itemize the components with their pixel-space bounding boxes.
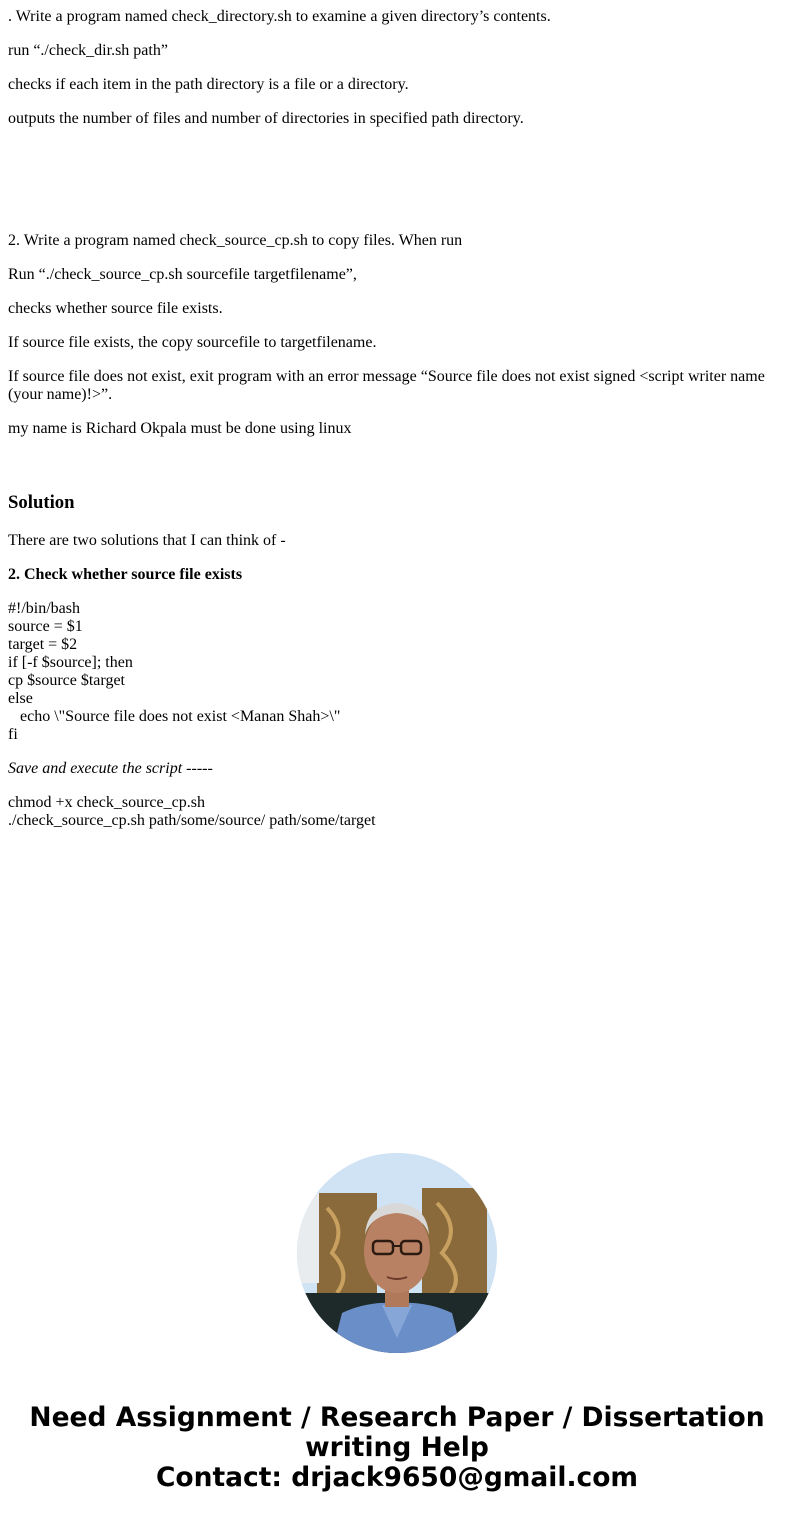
solution-heading: Solution [8, 492, 75, 513]
solution-intro: There are two solutions that I can think of - [8, 532, 286, 549]
spacer [8, 454, 786, 492]
person-photo-icon [297, 1153, 497, 1353]
code-line: source = $1 [8, 618, 83, 635]
question-2-run: Run “./check_source_cp.sh sourcefile targetfilename”, [8, 266, 357, 283]
question-1-check: checks if each item in the path directory is a file or a directory. [8, 76, 409, 93]
code-line: else [8, 690, 33, 707]
script-code [8, 600, 786, 744]
question-1-output: outputs the number of files and number of directories in specified path directory. [8, 110, 524, 127]
question-2-name: my name is Richard Okpala must be done using linux [8, 420, 352, 437]
document-body [8, 0, 786, 846]
save-label: Save and execute the script [8, 760, 183, 777]
code-line: target = $2 [8, 636, 78, 653]
code-line: cp $source $target [8, 672, 125, 689]
question-2-copy: If source file exists, the copy sourcefile to targetfilename. [8, 334, 377, 351]
avatar [297, 1153, 497, 1353]
question-1-run: run “./check_dir.sh path” [8, 42, 168, 59]
solution-subheading: 2. Check whether source file exists [8, 566, 243, 583]
code-line: echo \"Source file does not exist <Manan Shah>\" [8, 708, 341, 725]
question-2-title: 2. Write a program named check_source_cp.sh to copy files. When run [8, 232, 463, 249]
commands-block [8, 794, 786, 830]
save-suffix: ----- [182, 760, 213, 777]
question-2-check: checks whether source file exists. [8, 300, 223, 317]
question-2-error: If source file does not exist, exit program with an error message “Source file does not exist signed <script writer name (your name)!>”. [8, 368, 765, 403]
code-line: if [-f $source]; then [8, 654, 133, 671]
command-line: chmod +x check_source_cp.sh [8, 794, 205, 811]
footer-banner [0, 1403, 794, 1493]
save-instruction [8, 760, 786, 778]
code-line: fi [8, 726, 18, 743]
footer-contact: Contact: drjack9650@gmail.com [155, 1462, 639, 1493]
footer-line: Need Assignment / Research Paper / Dissertation [29, 1402, 765, 1433]
question-1-title: . Write a program named check_directory.sh to examine a given directory’s contents. [8, 8, 551, 25]
code-line: #!/bin/bash [8, 600, 80, 617]
command-line: ./check_source_cp.sh path/some/source/ path/some/target [8, 812, 376, 829]
footer-line: writing Help [305, 1432, 489, 1463]
spacer [8, 144, 786, 232]
